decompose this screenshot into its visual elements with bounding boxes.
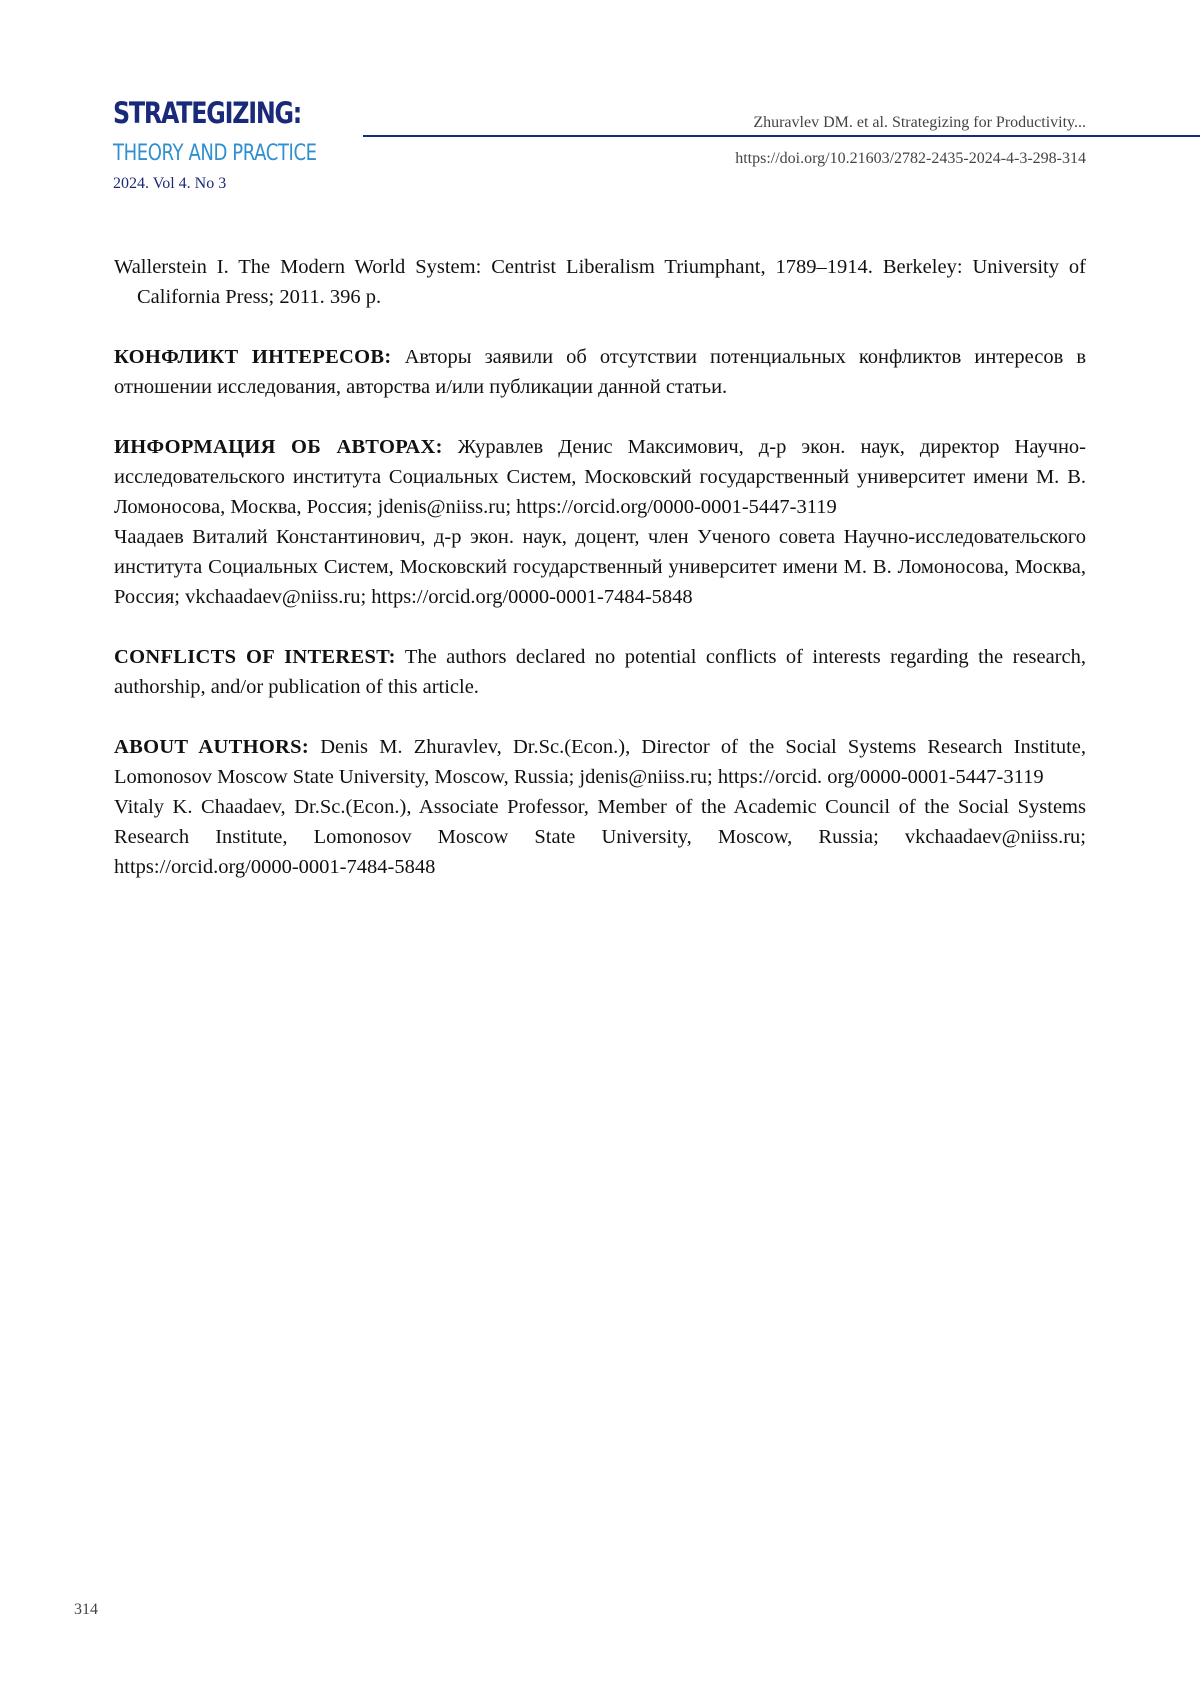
conflict-label-ru: КОНФЛИКТ ИНТЕРЕСОВ:: [114, 346, 392, 368]
conflict-label-en: CONFLICTS OF INTEREST:: [114, 646, 396, 668]
author-1-text-en: Denis M. Zhuravlev, Dr.Sc.(Econ.), Director of the Social Systems Research Institute, Lomonosov Moscow State University, Moscow, Russia; jdenis@niiss.ru; https://orcid. org/0000-0001-5447-3119: [114, 736, 1086, 788]
reference-entry: Wallerstein I. The Modern World System: Centrist Liberalism Triumphant, 1789–1914. Berkeley: University of California Press; 2011. 396 p.: [114, 256, 1086, 308]
authors-label-ru: ИНФОРМАЦИЯ ОБ АВТОРАХ:: [114, 436, 443, 458]
header-rule: [363, 135, 1200, 137]
conflict-of-interest-ru: [114, 342, 1086, 402]
conflict-of-interest-en: [114, 642, 1086, 702]
author-1-ru: [114, 432, 1086, 522]
doi-link[interactable]: https://doi.org/10.21603/2782-2435-2024-4-3-298-314: [735, 150, 1086, 167]
conflict-text-en: The authors declared no potential conflicts of interests regarding the research, authorship, and/or publication of this article.: [114, 646, 1086, 698]
journal-subtitle: THEORY AND PRACTICE: [113, 141, 317, 166]
page-number: 314: [74, 1601, 98, 1618]
running-head: Zhuravlev DM. et al. Strategizing for Productivity...: [753, 114, 1086, 131]
journal-title: STRATEGIZING:: [113, 96, 302, 130]
author-1-text-ru: Журавлев Денис Максимович, д-р экон. наук, директор Научно-исследовательского института Социальных Систем, Московский государственный университет имени М. В. Ломоносова, Москва, Россия; jdenis@niiss.ru; https://orcid.org/0000-0001-5447-3119: [114, 436, 1086, 518]
article-content: [114, 252, 1086, 882]
authors-label-en: ABOUT AUTHORS:: [114, 736, 309, 758]
author-2-ru: Чаадаев Виталий Константинович, д-р экон. наук, доцент, член Ученого совета Научно-исследовательского института Социальных Систем, Московский государственный университет имени М. В. Ломоносова, Москва, Россия; vkchaadaev@niiss.ru; https://orcid.org/0000-0001-7484-5848: [114, 526, 1086, 608]
authors-info-en: [114, 732, 1086, 882]
conflict-text-ru: Авторы заявили об отсутствии потенциальных конфликтов интересов в отношении исследования, авторства и/или публикации данной статьи.: [114, 346, 1086, 398]
author-2-en: Vitaly K. Chaadaev, Dr.Sc.(Econ.), Associate Professor, Member of the Academic Council of the Social Systems Research Institute, Lomonosov Moscow State University, Moscow, Russia; vkchaadaev@niiss.ru; https://orcid.org/0000-0001-7484-5848: [114, 796, 1086, 878]
author-1-en: [114, 732, 1086, 792]
authors-info-ru: [114, 432, 1086, 612]
journal-issue: 2024. Vol 4. No 3: [113, 175, 227, 192]
